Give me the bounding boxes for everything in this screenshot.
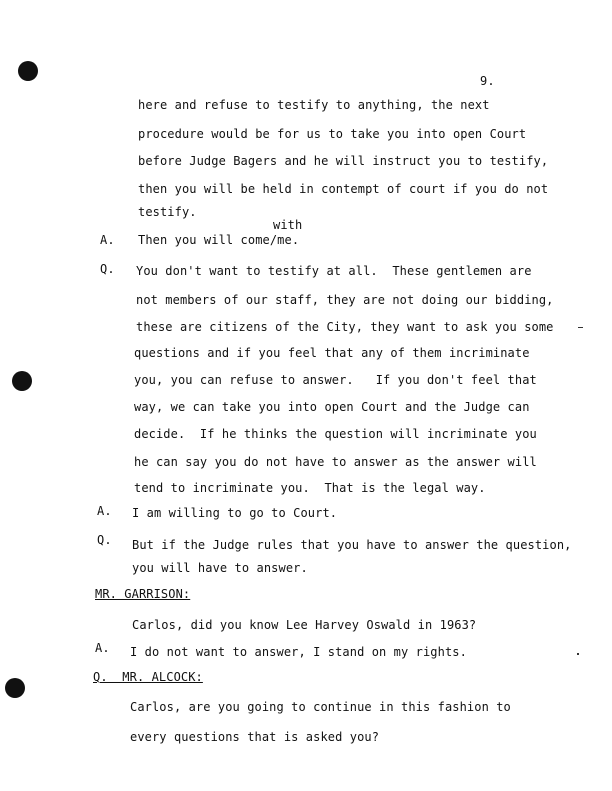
transcript-line: I do not want to answer, I stand on my rights. xyxy=(130,645,467,659)
transcript-line: here and refuse to testify to anything, the next xyxy=(138,98,490,112)
transcript-line: he can say you do not have to answer as the answer will xyxy=(134,455,537,469)
speaker-label: Q. xyxy=(100,262,115,276)
handwritten-insert: with xyxy=(273,218,303,232)
transcript-line: these are citizens of the City, they want to ask you some xyxy=(136,320,554,334)
transcript-line: you will have to answer. xyxy=(132,561,308,575)
transcript-line: before Judge Bagers and he will instruct you to testify, xyxy=(138,154,549,168)
speaker-heading: MR. GARRISON: xyxy=(95,587,191,601)
transcript-line: Carlos, are you going to continue in this fashion to xyxy=(130,700,511,714)
transcript-line: decide. If he thinks the question will incriminate you xyxy=(134,427,537,441)
transcript-line: then you will be held in contempt of court if you do not xyxy=(138,182,549,196)
transcript-line: you, you can refuse to answer. If you don't feel that xyxy=(134,373,537,387)
transcript-line: not members of our staff, they are not doing our bidding, xyxy=(136,293,554,307)
punch-hole-bottom xyxy=(5,678,25,698)
transcript-line: every questions that is asked you? xyxy=(130,730,380,744)
speaker-label: A. xyxy=(95,641,110,655)
speaker-label: A. xyxy=(100,233,115,247)
transcript-line: Carlos, did you know Lee Harvey Oswald in 1963? xyxy=(132,618,477,632)
punch-hole-top xyxy=(18,61,38,81)
transcript-line: But if the Judge rules that you have to answer the question, xyxy=(132,538,572,552)
transcript-line: Then you will come/me. xyxy=(138,233,300,247)
transcript-line: way, we can take you into open Court and the Judge can xyxy=(134,400,530,414)
transcript-line: I am willing to go to Court. xyxy=(132,506,338,520)
transcript-line: testify. xyxy=(138,205,197,219)
speck xyxy=(577,653,579,655)
transcript-line: You don't want to testify at all. These gentlemen are xyxy=(136,264,532,278)
punch-hole-middle xyxy=(12,371,32,391)
speaker-heading: Q. MR. ALCOCK: xyxy=(93,670,203,684)
transcript-line: procedure would be for us to take you into open Court xyxy=(138,127,527,141)
speaker-label: Q. xyxy=(97,533,112,547)
transcript-line: questions and if you feel that any of them incriminate xyxy=(134,346,530,360)
speck xyxy=(578,327,583,328)
page-number: 9. xyxy=(480,74,495,88)
speaker-label: A. xyxy=(97,504,112,518)
transcript-line: tend to incriminate you. That is the legal way. xyxy=(134,481,486,495)
